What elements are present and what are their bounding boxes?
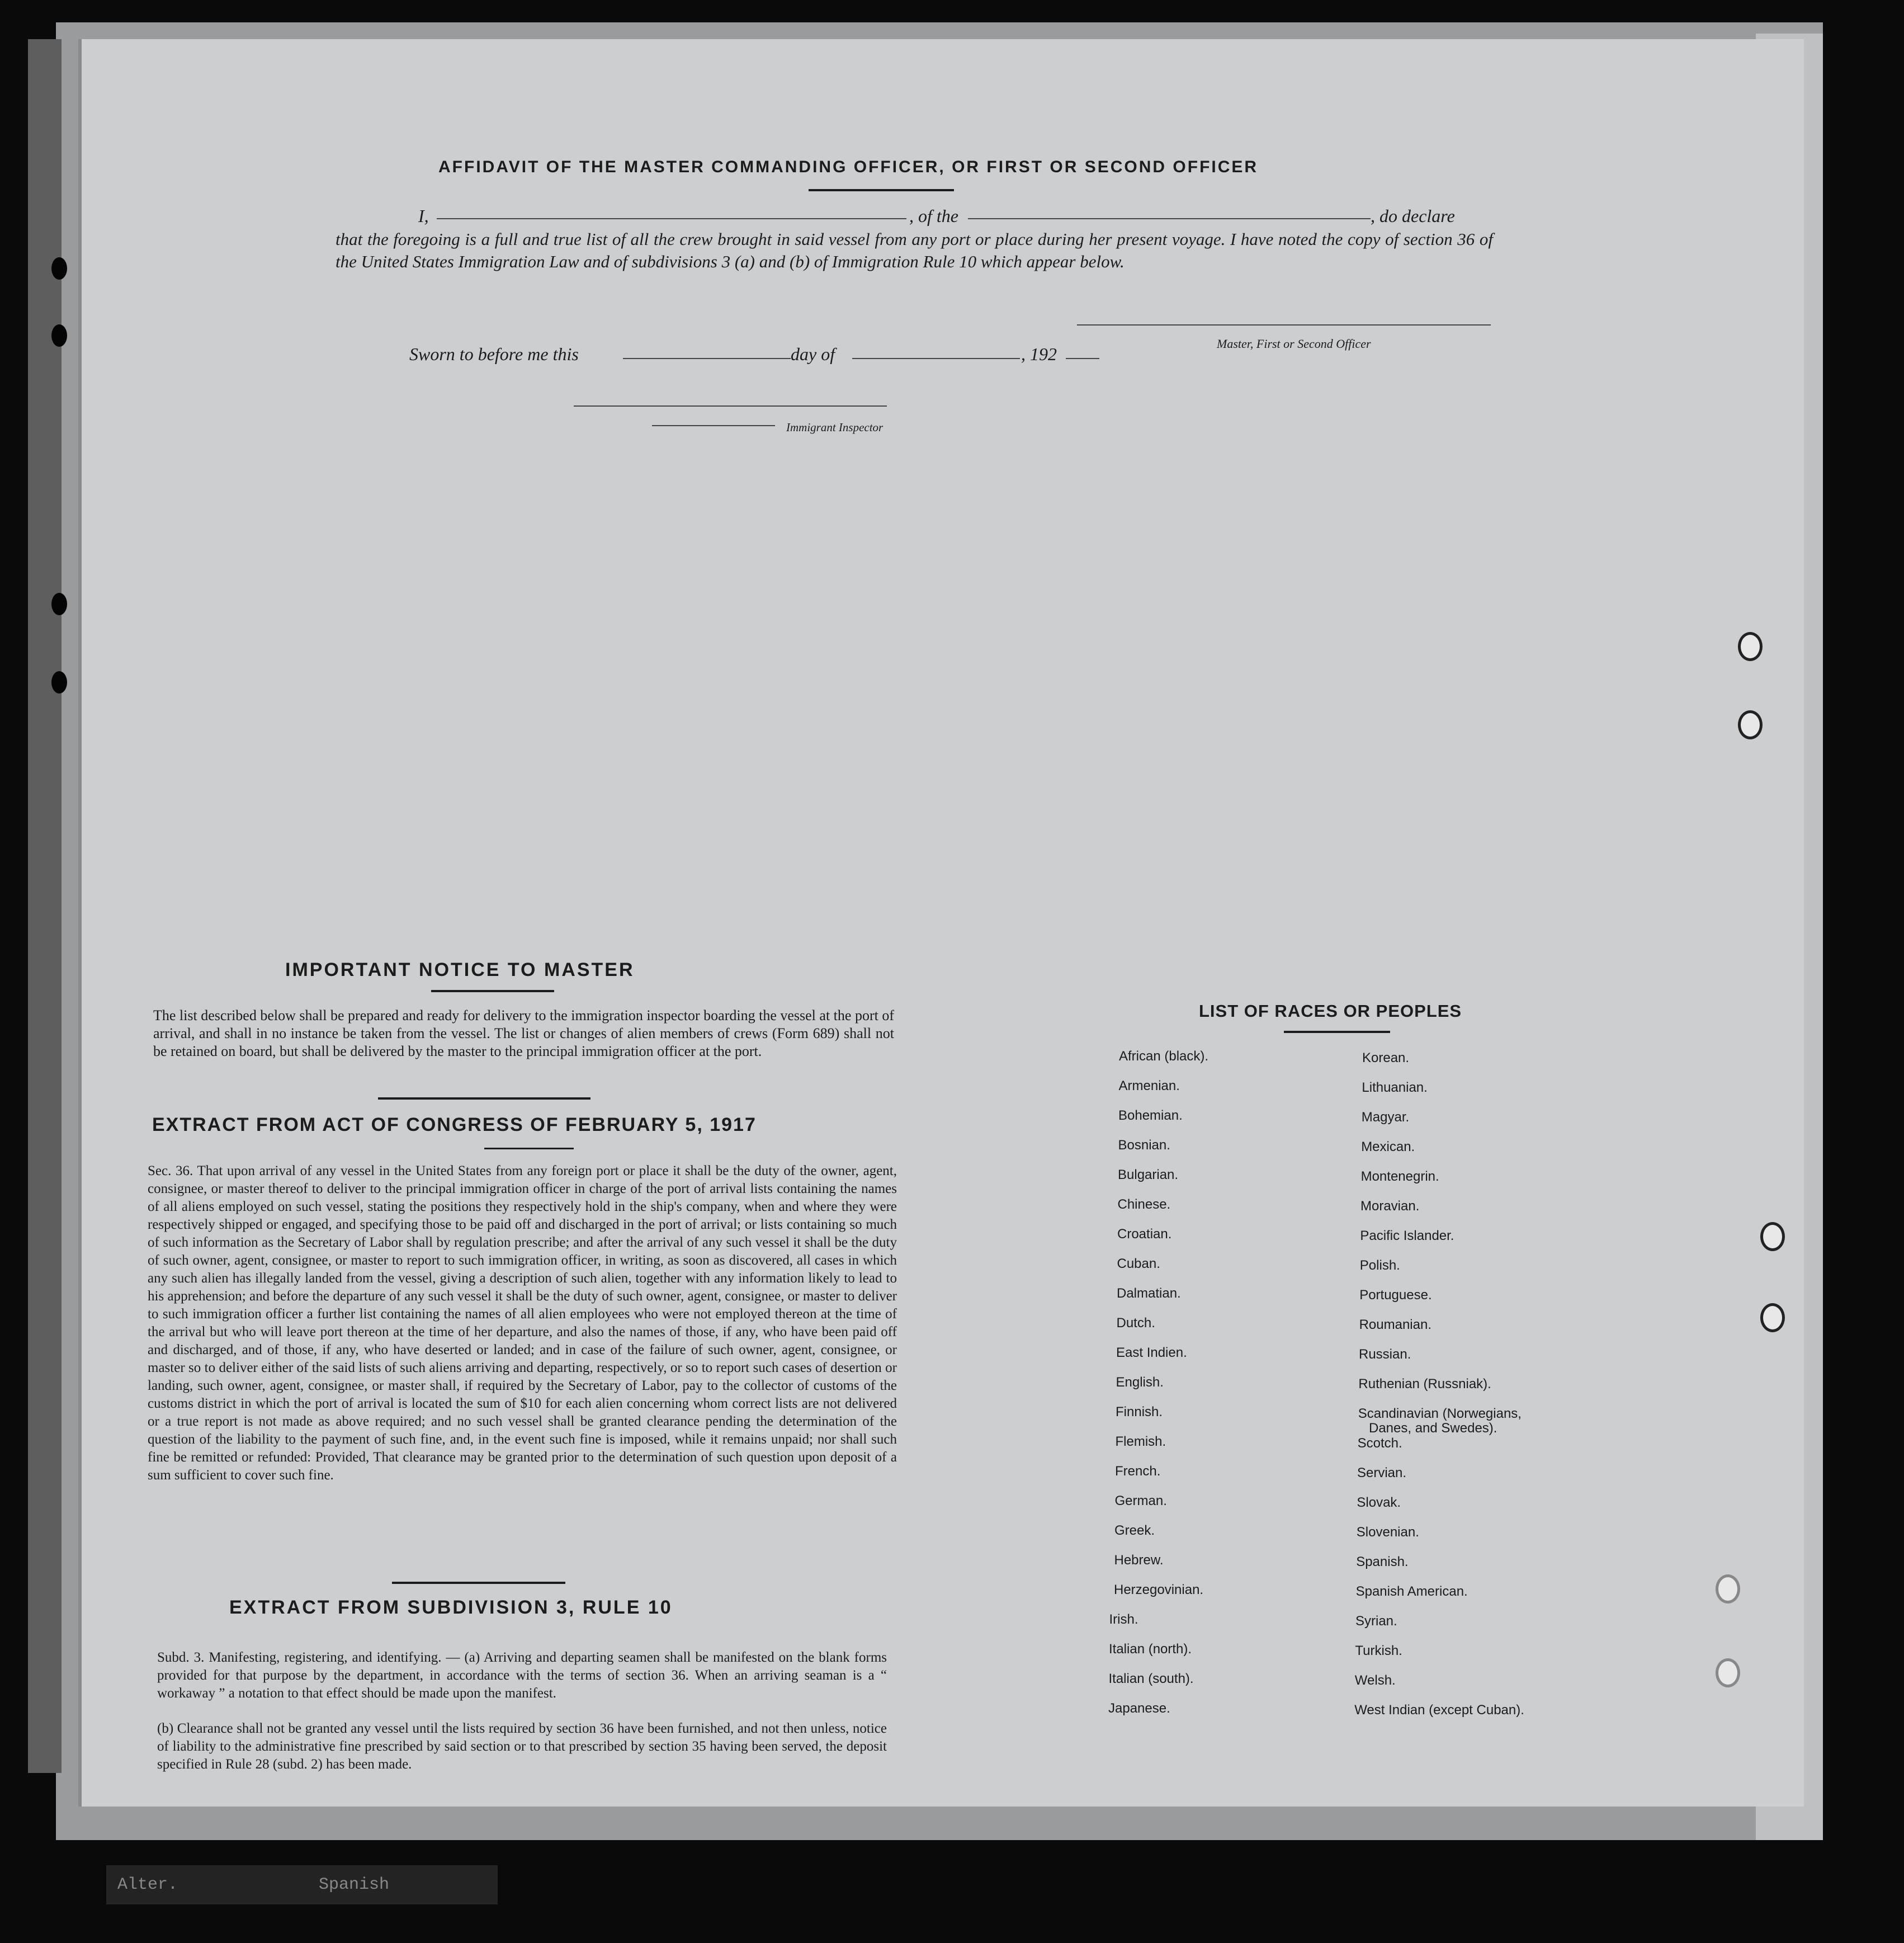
binding-hole xyxy=(51,257,67,280)
punch-hole xyxy=(1738,710,1763,739)
punch-hole xyxy=(1716,1574,1740,1604)
race-item: Portuguese. xyxy=(1359,1288,1432,1303)
divider xyxy=(392,1582,565,1584)
race-item: Scotch. xyxy=(1357,1436,1402,1451)
binding-strip xyxy=(28,39,62,1773)
sworn-text: Sworn to before me this xyxy=(409,344,579,364)
blank-name-line xyxy=(437,218,906,219)
race-item: Spanish American. xyxy=(1355,1584,1468,1599)
affidavit-line-i: I, xyxy=(418,206,429,226)
blank-month-line xyxy=(852,358,1020,359)
race-item: Cuban. xyxy=(1117,1256,1160,1271)
binding-hole xyxy=(51,671,67,694)
race-item: Russian. xyxy=(1359,1347,1411,1362)
race-item: Moravian. xyxy=(1360,1199,1420,1214)
rule-body-b: (b) Clearance shall not be granted any vessel until the lists required by section 36 have been furnished, and not then unless, notice of liability to the administrative fine prescribed by said section or to that prescribed by section 35 having been served, the deposit specified in Rule 28 (subd. 2) has been made. xyxy=(157,1721,887,1772)
race-item: Roumanian. xyxy=(1359,1317,1432,1332)
rule-title: EXTRACT FROM SUBDIVISION 3, RULE 10 xyxy=(229,1597,673,1618)
divider xyxy=(809,189,954,191)
blank-year-line xyxy=(1066,358,1099,359)
sworn-day-of: day of xyxy=(791,344,835,364)
master-signature-line xyxy=(1077,324,1491,326)
race-item: Japanese. xyxy=(1108,1701,1170,1716)
affidavit-do-declare: , do declare xyxy=(1371,206,1455,226)
manifest-page xyxy=(78,39,1804,1807)
race-item: Italian (south). xyxy=(1108,1671,1194,1686)
race-item: Danes, and Swedes). xyxy=(1369,1421,1497,1436)
race-item: Servian. xyxy=(1357,1465,1407,1480)
races-title: LIST OF RACES OR PEOPLES xyxy=(1199,1001,1462,1021)
inspector-signature-line xyxy=(574,405,887,407)
race-item: Lithuanian. xyxy=(1362,1080,1428,1095)
race-item: Bulgarian. xyxy=(1118,1167,1179,1182)
race-item: Montenegrin. xyxy=(1360,1169,1439,1184)
binding-hole xyxy=(51,593,67,615)
race-item: Dutch. xyxy=(1116,1315,1155,1331)
race-item: Syrian. xyxy=(1355,1614,1397,1629)
inspector-short-line xyxy=(652,425,775,426)
race-item: Irish. xyxy=(1109,1612,1138,1627)
race-item: West Indian (except Cuban). xyxy=(1354,1703,1524,1718)
race-item: Armenian. xyxy=(1118,1078,1180,1093)
divider xyxy=(378,1097,590,1100)
punch-hole xyxy=(1716,1658,1740,1687)
binding-hole xyxy=(51,324,67,347)
affidavit-body: that the foregoing is a full and true list of all the crew brought in said vessel from any port or place during her present voyage. I have noted the copy of section 36 of the United States Immigration Law and of subdivisions 3 (a) and (b) of Immigration Rule 10 which appear below. xyxy=(336,229,1493,271)
strip-label-1: Alter. xyxy=(117,1875,178,1894)
race-item: Croatian. xyxy=(1117,1227,1172,1242)
race-item: Spanish. xyxy=(1356,1554,1409,1569)
race-item: Finnish. xyxy=(1116,1404,1163,1419)
affidavit-of-the: , of the xyxy=(909,206,958,226)
inspector-signature-label: Immigrant Inspector xyxy=(786,421,884,434)
race-item: Flemish. xyxy=(1115,1434,1166,1449)
bottom-label-strip xyxy=(106,1865,498,1904)
race-item: Dalmatian. xyxy=(1117,1286,1181,1301)
race-item: Magyar. xyxy=(1361,1110,1410,1125)
race-item: English. xyxy=(1116,1375,1164,1390)
race-item: Chinese. xyxy=(1117,1197,1171,1212)
race-item: Italian (north). xyxy=(1109,1642,1192,1657)
race-item: African (black). xyxy=(1119,1049,1209,1064)
race-item: Mexican. xyxy=(1361,1139,1415,1154)
race-item: East Indien. xyxy=(1116,1345,1187,1360)
race-item: French. xyxy=(1115,1464,1161,1479)
blank-day-line xyxy=(623,358,791,359)
divider xyxy=(431,990,554,992)
race-item: Ruthenian (Russniak). xyxy=(1358,1376,1491,1392)
race-item: Bosnian. xyxy=(1118,1138,1170,1153)
act-body: Sec. 36. That upon arrival of any vessel in the United States from any foreign port or place it shall be the duty of the owner, agent, consignee, or master thereof to deliver to the principal immigration officer in charge of the port of arrival lists containing the names of all aliens employed on such vessel, stating the positions they respectively hold in the ship's company, when and where they were respectively shipped or engaged, and specifying those to be paid off and discharged in the port of arrival; or lists containing so much of such information as the Secretary of Labor shall by regulation prescribe; and after the arrival of any such vessel it shall be the duty of such owner, agent, consignee, or master to report to such immigration officer, in writing, as soon as discovered, all cases in which any such alien has illegally landed from the vessel, giving a description of such alien, together with any information likely to lead to his apprehension; and before the departure of any such vessel it shall be the duty of such owner, agent, consignee, or master to deliver to such immigration officer a further list containing the names of all alien employees who were not employed thereon at the time of the arrival but who will leave port thereon at the time of her departure, and also the names of those, if any, who have been paid off and discharged, and of those, if any, who have deserted or landed; and in case of the failure of such owner, agent, consignee, or master so to deliver either of the said lists of such aliens arriving and departing, respectively, or so to report such cases of desertion or landing, such owner, agent, consignee, or master shall, if required by the Secretary of Labor, pay to the collector of customs of the customs district in which the port of arrival is located the sum of $10 for each alien concerning whom correct lists are not delivered or a true report is not made as above required; and no such vessel shall be granted clearance pending the determination of the question of the liability to the payment of such fine, and, in the event such fine is imposed, while it remains unpaid; nor shall such fine be remitted or refunded: Provided, That clearance may be granted prior to the determination of such question upon deposit of a sum sufficient to cover such fine. xyxy=(148,1163,897,1483)
race-item: Pacific Islander. xyxy=(1360,1228,1454,1243)
divider xyxy=(1284,1031,1390,1033)
race-item: Herzegovinian. xyxy=(1114,1582,1204,1597)
race-item: Hebrew. xyxy=(1114,1553,1164,1568)
sworn-year: , 192 xyxy=(1021,344,1057,364)
race-item: Slovak. xyxy=(1357,1495,1401,1510)
strip-label-2: Spanish xyxy=(319,1875,390,1894)
affidavit-title: AFFIDAVIT OF THE MASTER COMMANDING OFFICER, OR FIRST OR SECOND OFFICER xyxy=(438,158,1259,176)
punch-hole xyxy=(1738,632,1763,661)
race-item: Bohemian. xyxy=(1118,1108,1183,1123)
race-item: Turkish. xyxy=(1355,1643,1402,1658)
divider xyxy=(484,1148,574,1149)
race-item: Greek. xyxy=(1114,1523,1155,1538)
punch-hole xyxy=(1760,1303,1785,1332)
race-item: Slovenian. xyxy=(1356,1525,1419,1540)
notice-body: The list described below shall be prepared and ready for delivery to the immigration inspector boarding the vessel at the port of arrival, and shall in no instance be taken from the vessel. The list or changes of alien members of crews (Form 689) shall not be retained on board, but shall be delivered by the master to the principal immigration officer at the port. xyxy=(153,1007,894,1059)
race-item: German. xyxy=(1114,1493,1167,1508)
race-item: Korean. xyxy=(1362,1050,1410,1065)
race-item: Welsh. xyxy=(1354,1673,1396,1688)
blank-vessel-line xyxy=(968,218,1371,219)
notice-title: IMPORTANT NOTICE TO MASTER xyxy=(285,959,635,980)
rule-body-a: Subd. 3. Manifesting, registering, and identifying. — (a) Arriving and departing seamen shall be manifested on the blank forms provided for that purpose by the department, in accordance with the terms of section 36. When an arriving seaman is a “ workaway ” a notation to that effect should be made upon the manifest. xyxy=(157,1650,887,1701)
punch-hole xyxy=(1760,1222,1785,1251)
act-title: EXTRACT FROM ACT OF CONGRESS OF FEBRUARY 5, 1917 xyxy=(152,1114,757,1135)
race-item: Polish. xyxy=(1359,1258,1400,1273)
race-item: Scandinavian (Norwegians, xyxy=(1358,1406,1522,1421)
master-signature-label: Master, First or Second Officer xyxy=(1217,337,1371,351)
